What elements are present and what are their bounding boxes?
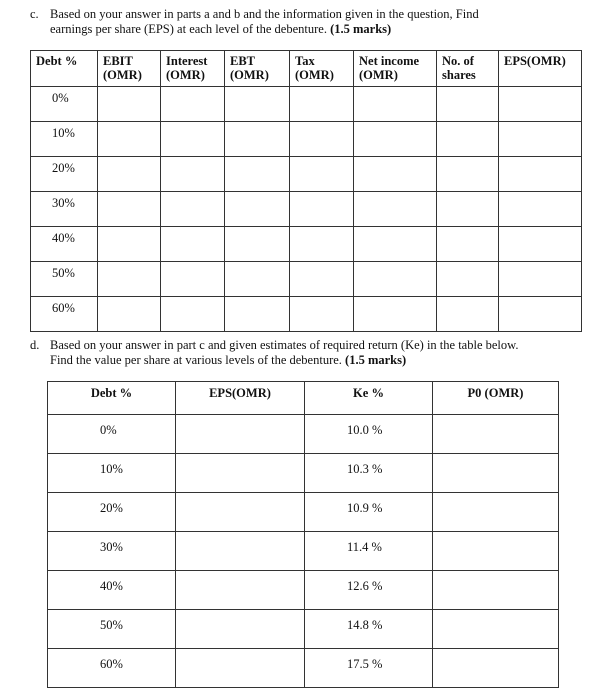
value-header-cell: EPS(OMR): [176, 382, 305, 415]
blank-cell: [161, 122, 225, 157]
debt-cell: 30%: [48, 532, 176, 571]
blank-cell: [433, 532, 559, 571]
blank-cell: [176, 571, 305, 610]
blank-cell: [437, 157, 499, 192]
blank-cell: [354, 297, 437, 332]
blank-cell: [437, 227, 499, 262]
debt-cell: 10%: [31, 122, 98, 157]
blank-cell: [499, 87, 582, 122]
question-d-marks: (1.5 marks): [345, 353, 407, 367]
question-c-text: [50, 7, 590, 37]
eps-header-cell: No. of shares: [437, 51, 499, 87]
question-d-line2: Find the value per share at various levels of the debenture.: [50, 353, 346, 367]
blank-cell: [98, 297, 161, 332]
question-c-label: c.: [30, 7, 39, 21]
blank-cell: [433, 649, 559, 688]
blank-cell: [433, 415, 559, 454]
blank-cell: [161, 157, 225, 192]
blank-cell: [499, 262, 582, 297]
blank-cell: [176, 532, 305, 571]
table-row: [31, 87, 582, 122]
debt-cell: 60%: [48, 649, 176, 688]
blank-cell: [98, 157, 161, 192]
blank-cell: [499, 192, 582, 227]
blank-cell: [161, 297, 225, 332]
ke-cell: 11.4 %: [305, 532, 433, 571]
blank-cell: [354, 87, 437, 122]
question-d-text: [50, 338, 590, 368]
eps-table: [30, 50, 582, 332]
eps-header-cell: Interest (OMR): [161, 51, 225, 87]
table-row: [48, 493, 559, 532]
blank-cell: [290, 87, 354, 122]
blank-cell: [176, 610, 305, 649]
table-row: [31, 262, 582, 297]
blank-cell: [290, 157, 354, 192]
table-row: [31, 192, 582, 227]
table-row: [48, 571, 559, 610]
debt-cell: 20%: [48, 493, 176, 532]
debt-cell: 50%: [31, 262, 98, 297]
ke-cell: 10.9 %: [305, 493, 433, 532]
debt-cell: 10%: [48, 454, 176, 493]
blank-cell: [161, 192, 225, 227]
ke-cell: 14.8 %: [305, 610, 433, 649]
blank-cell: [437, 87, 499, 122]
eps-header-cell: EBIT (OMR): [98, 51, 161, 87]
value-per-share-table: [47, 381, 559, 688]
eps-header-cell: Tax (OMR): [290, 51, 354, 87]
blank-cell: [98, 262, 161, 297]
blank-cell: [437, 297, 499, 332]
blank-cell: [433, 493, 559, 532]
blank-cell: [499, 122, 582, 157]
blank-cell: [176, 454, 305, 493]
ke-cell: 10.0 %: [305, 415, 433, 454]
debt-cell: 50%: [48, 610, 176, 649]
table-row: [31, 227, 582, 262]
blank-cell: [499, 297, 582, 332]
ke-cell: 17.5 %: [305, 649, 433, 688]
blank-cell: [98, 192, 161, 227]
question-d-label: d.: [30, 338, 40, 352]
blank-cell: [176, 493, 305, 532]
blank-cell: [290, 227, 354, 262]
blank-cell: [354, 157, 437, 192]
blank-cell: [98, 122, 161, 157]
value-header-cell: Debt %: [48, 382, 176, 415]
blank-cell: [225, 297, 290, 332]
eps-header-cell: EPS(OMR): [499, 51, 582, 87]
blank-cell: [225, 157, 290, 192]
debt-cell: 0%: [31, 87, 98, 122]
blank-cell: [225, 262, 290, 297]
debt-cell: 0%: [48, 415, 176, 454]
question-d: [30, 338, 590, 370]
debt-cell: 40%: [31, 227, 98, 262]
blank-cell: [437, 192, 499, 227]
blank-cell: [499, 227, 582, 262]
blank-cell: [354, 227, 437, 262]
blank-cell: [290, 262, 354, 297]
ke-cell: 10.3 %: [305, 454, 433, 493]
blank-cell: [161, 262, 225, 297]
table-row: [48, 532, 559, 571]
blank-cell: [290, 297, 354, 332]
table-row: [48, 649, 559, 688]
blank-cell: [354, 262, 437, 297]
blank-cell: [98, 227, 161, 262]
blank-cell: [161, 87, 225, 122]
blank-cell: [433, 454, 559, 493]
blank-cell: [499, 157, 582, 192]
table-row: [31, 297, 582, 332]
blank-cell: [176, 415, 305, 454]
blank-cell: [225, 122, 290, 157]
eps-header-cell: Net income (OMR): [354, 51, 437, 87]
debt-cell: 30%: [31, 192, 98, 227]
blank-cell: [433, 610, 559, 649]
debt-cell: 20%: [31, 157, 98, 192]
blank-cell: [290, 192, 354, 227]
question-c-line2: earnings per share (EPS) at each level of the debenture.: [50, 22, 331, 36]
blank-cell: [225, 87, 290, 122]
debt-cell: 60%: [31, 297, 98, 332]
table-row: [31, 122, 582, 157]
eps-header-cell: Debt %: [31, 51, 98, 87]
table-row: [48, 454, 559, 493]
blank-cell: [437, 262, 499, 297]
eps-header-cell: EBT (OMR): [225, 51, 290, 87]
blank-cell: [225, 227, 290, 262]
blank-cell: [354, 122, 437, 157]
blank-cell: [225, 192, 290, 227]
question-d-line1: Based on your answer in part c and given estimates of required return (Ke) in the table below.: [50, 338, 519, 352]
table-row: [48, 415, 559, 454]
value-header-cell: P0 (OMR): [433, 382, 559, 415]
table-row: [31, 157, 582, 192]
debt-cell: 40%: [48, 571, 176, 610]
blank-cell: [354, 192, 437, 227]
blank-cell: [98, 87, 161, 122]
table-row: [48, 610, 559, 649]
blank-cell: [433, 571, 559, 610]
value-header-cell: Ke %: [305, 382, 433, 415]
blank-cell: [161, 227, 225, 262]
value-table-header-row: [48, 382, 559, 415]
eps-table-header-row: [31, 51, 582, 87]
ke-cell: 12.6 %: [305, 571, 433, 610]
question-c-line1: Based on your answer in parts a and b and the information given in the question, Find: [50, 7, 479, 21]
question-c-marks: (1.5 marks): [330, 22, 392, 36]
blank-cell: [176, 649, 305, 688]
blank-cell: [437, 122, 499, 157]
question-c: [30, 7, 590, 39]
blank-cell: [290, 122, 354, 157]
